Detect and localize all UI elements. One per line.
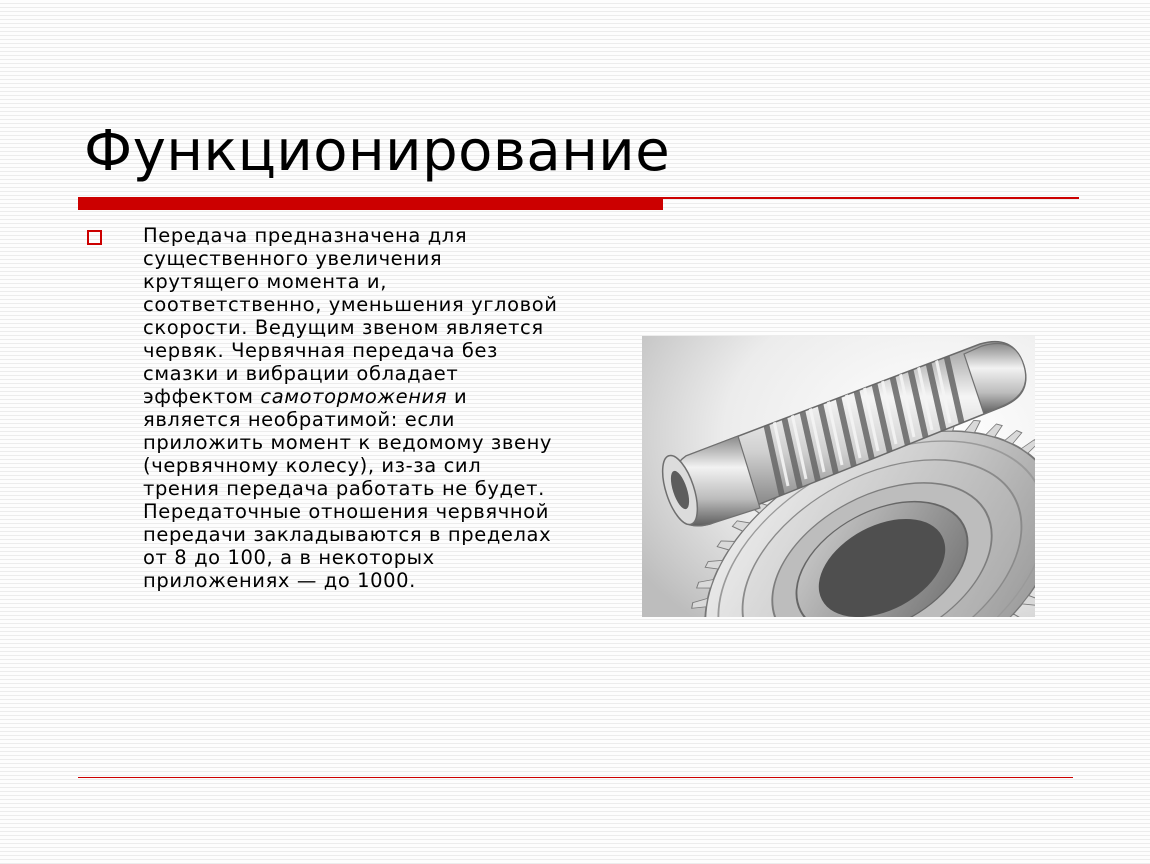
worm-gear-image (642, 336, 1035, 617)
worm-gear-illustration (642, 336, 1035, 617)
bullet-paragraph (143, 224, 563, 592)
slide-title: Функционирование (84, 119, 671, 184)
bullet-text-part1: Передача предназначена для существенного увеличения крутящего момента и, соответственно, уменьшения угловой скорости. Ведущим звеном является червяк. Червячная передача без смазки и вибрации обладает эффектом (143, 224, 558, 408)
bullet-text-emphasis: самоторможения (260, 385, 448, 408)
footer-divider (78, 777, 1073, 778)
title-underline-thin (663, 197, 1079, 199)
bullet-text-part2: и является необратимой: если приложить момент к ведомому звену (червячному колесу), из-за сил трения передача работать не будет. Передаточные отношения червячной передачи закладываются в пределах от 8 до 100, а в некоторых приложениях — до 1000. (143, 385, 553, 592)
title-underline-thick (78, 197, 663, 210)
square-bullet-icon (87, 230, 102, 245)
